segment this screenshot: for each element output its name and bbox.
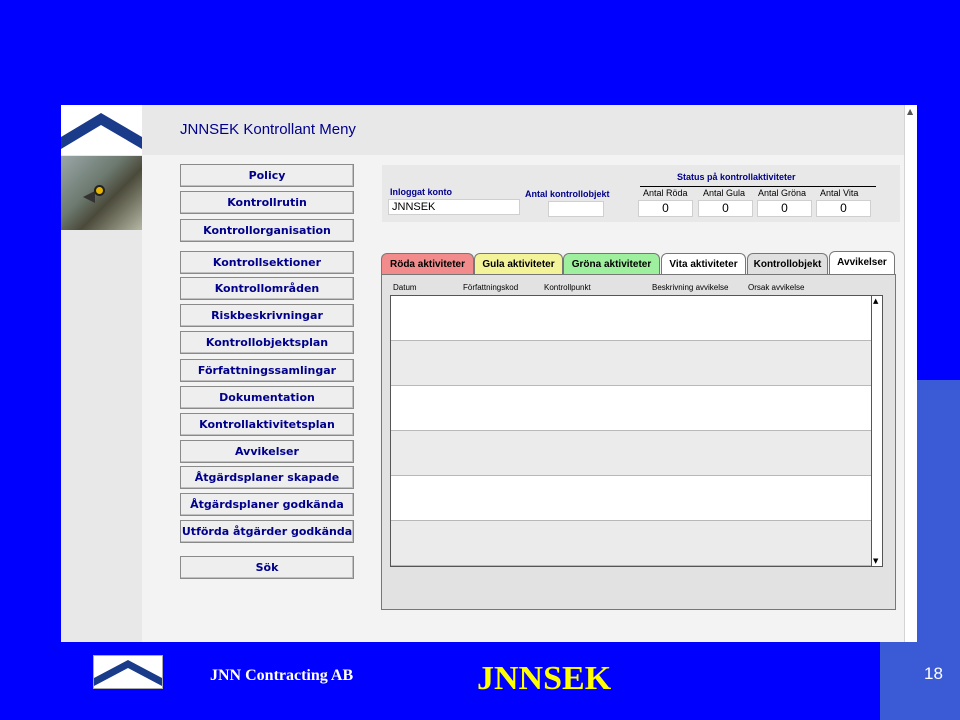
window-scroll-up-icon[interactable]: ▲ — [907, 107, 914, 116]
tab-3[interactable]: Vita aktiviteter — [661, 253, 746, 274]
menu-button-1[interactable]: Kontrollrutin — [180, 191, 354, 214]
chevron-logo-icon — [61, 105, 142, 155]
title-bar — [142, 105, 905, 155]
column-header-1: Författningskod — [463, 283, 519, 292]
menu-button-3[interactable]: Kontrollsektioner — [180, 251, 354, 274]
account-label: Inloggat konto — [390, 187, 452, 197]
table-row[interactable] — [391, 521, 871, 566]
scroll-up-icon[interactable]: ▲ — [873, 297, 879, 305]
footer-chevron-icon — [94, 656, 162, 688]
company-name: JNN Contracting AB — [210, 667, 354, 684]
menu-button-5[interactable]: Riskbeskrivningar — [180, 304, 354, 327]
app-title: JNNSEK Kontrollant Meny — [180, 121, 356, 138]
menu-button-9[interactable]: Kontrollaktivitetsplan — [180, 413, 354, 436]
counter-value-2[interactable]: 0 — [757, 200, 812, 217]
status-divider — [640, 186, 876, 187]
column-header-4: Orsak avvikelse — [748, 283, 805, 292]
scroll-down-icon[interactable]: ▼ — [873, 557, 879, 565]
objects-field[interactable] — [548, 201, 604, 217]
tab-panel — [381, 274, 896, 610]
menu-button-2[interactable]: Kontrollorganisation — [180, 219, 354, 242]
hawk-image — [61, 156, 142, 230]
counter-value-3[interactable]: 0 — [816, 200, 871, 217]
status-panel — [382, 165, 900, 222]
column-header-2: Kontrollpunkt — [544, 283, 591, 292]
column-header-3: Beskrivning avvikelse — [652, 283, 729, 292]
counter-label-2: Antal Gröna — [758, 188, 807, 198]
data-grid[interactable] — [390, 295, 883, 567]
hawk-eye-icon — [94, 185, 105, 196]
table-row[interactable] — [391, 386, 871, 431]
objects-label: Antal kontrollobjekt — [525, 189, 610, 199]
status-heading: Status på kontrollaktiviteter — [677, 172, 796, 182]
counter-label-0: Antal Röda — [643, 188, 688, 198]
tab-5[interactable]: Avvikelser — [829, 251, 895, 274]
hawk-beak-icon — [83, 191, 95, 203]
background-accent-2 — [880, 640, 960, 720]
menu-button-7[interactable]: Författningssamlingar — [180, 359, 354, 382]
page-number: 18 — [924, 664, 943, 683]
menu-button-12[interactable]: Åtgärdsplaner godkända — [180, 493, 354, 516]
menu-button-10[interactable]: Avvikelser — [180, 440, 354, 463]
account-field[interactable]: JNNSEK — [388, 199, 520, 215]
menu-button-0[interactable]: Policy — [180, 164, 354, 187]
menu-button-6[interactable]: Kontrollobjektsplan — [180, 331, 354, 354]
table-row[interactable] — [391, 431, 871, 476]
menu-button-11[interactable]: Åtgärdsplaner skapade — [180, 466, 354, 489]
menu-button-14[interactable]: Sök — [180, 556, 354, 579]
table-row[interactable] — [391, 476, 871, 521]
app-logo — [61, 105, 142, 155]
tab-0[interactable]: Röda aktiviteter — [381, 253, 474, 274]
app-window — [61, 105, 917, 642]
menu-button-8[interactable]: Dokumentation — [180, 386, 354, 409]
table-row[interactable] — [391, 296, 871, 341]
counter-value-0[interactable]: 0 — [638, 200, 693, 217]
counter-value-1[interactable]: 0 — [698, 200, 753, 217]
window-scrollbar[interactable] — [904, 105, 917, 642]
counter-label-3: Antal Vita — [820, 188, 859, 198]
counter-label-1: Antal Gula — [703, 188, 746, 198]
menu-button-4[interactable]: Kontrollområden — [180, 277, 354, 300]
footer-logo — [93, 655, 163, 689]
tab-control — [381, 253, 896, 609]
tab-1[interactable]: Gula aktiviteter — [474, 253, 563, 274]
tab-4[interactable]: Kontrollobjekt — [747, 253, 828, 274]
grid-scrollbar[interactable] — [871, 296, 882, 566]
table-row[interactable] — [391, 341, 871, 386]
brand-name: JNNSEK — [477, 660, 612, 697]
menu-button-13[interactable]: Utförda åtgärder godkända — [180, 520, 354, 543]
tab-2[interactable]: Gröna aktiviteter — [563, 253, 660, 274]
column-header-0: Datum — [393, 283, 417, 292]
